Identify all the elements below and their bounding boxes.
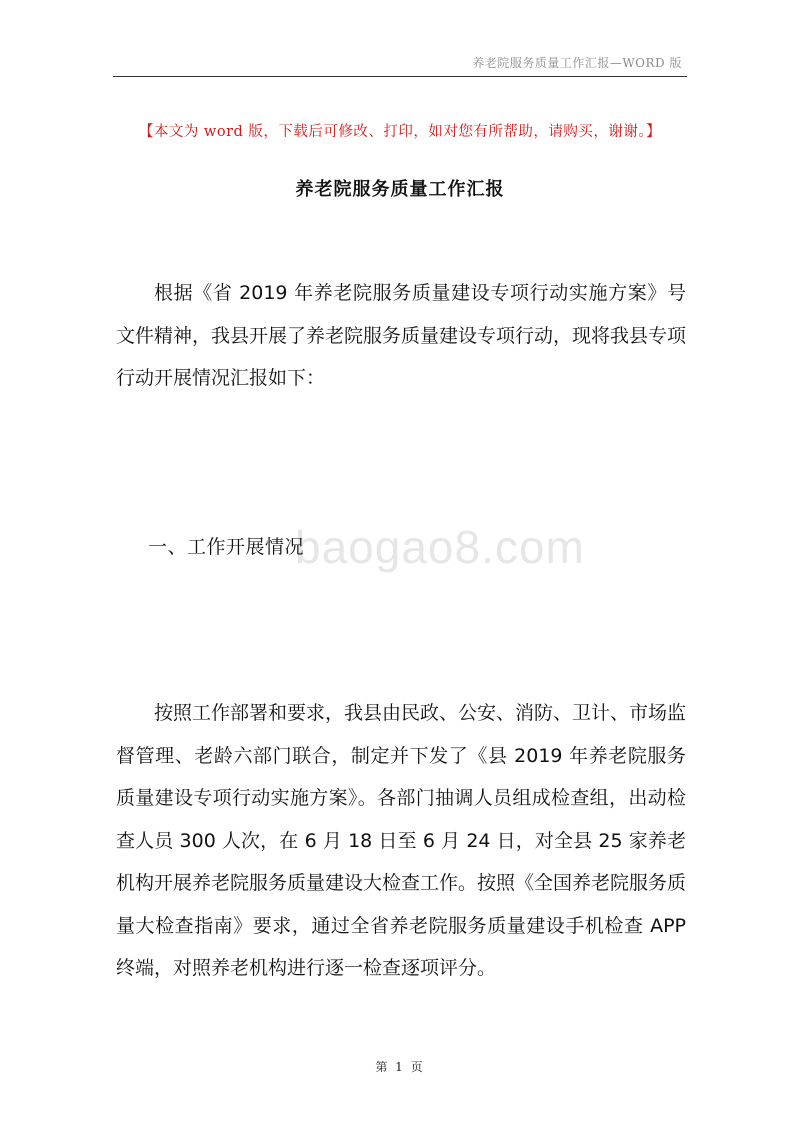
section-heading: 一、工作开展情况 <box>148 536 305 558</box>
running-header: 养老院服务质量工作汇报—WORD 版 <box>472 56 682 70</box>
page-number: 第 1 页 <box>375 1060 425 1074</box>
watermark: baogao8.com <box>295 521 585 573</box>
header-divider <box>113 76 687 77</box>
intro-paragraph: 根据《省 2019 年养老院服务质量建设专项行动实施方案》号文件精神，我县开展了养老院服务质量建设专项行动，现将我县专项行动开展情况汇报如下： <box>116 282 687 389</box>
download-notice: 【本文为 word 版，下载后可修改、打印，如对您有所帮助，请购买，谢谢。】 <box>138 124 662 140</box>
body-paragraph: 按照工作部署和要求，我县由民政、公安、消防、卫计、市场监督管理、老龄六部门联合，制定并下发了《县 2019 年养老院服务质量建设专项行动实施方案》。各部门抽调人员组成检查组，出动检查人员 300 人次，在 6 月 18 日至 6 月 24 日，对全县 25 家养老机构开展养老院服务质量建设大检查工作。按照《全国养老院服务质量大检查指南》要求，通过全省养老院服务质量建设手机检查 APP 终端，对照养老机构进行逐一检查逐项评分。 <box>116 702 687 979</box>
document-title: 养老院服务质量工作汇报 <box>295 179 505 200</box>
